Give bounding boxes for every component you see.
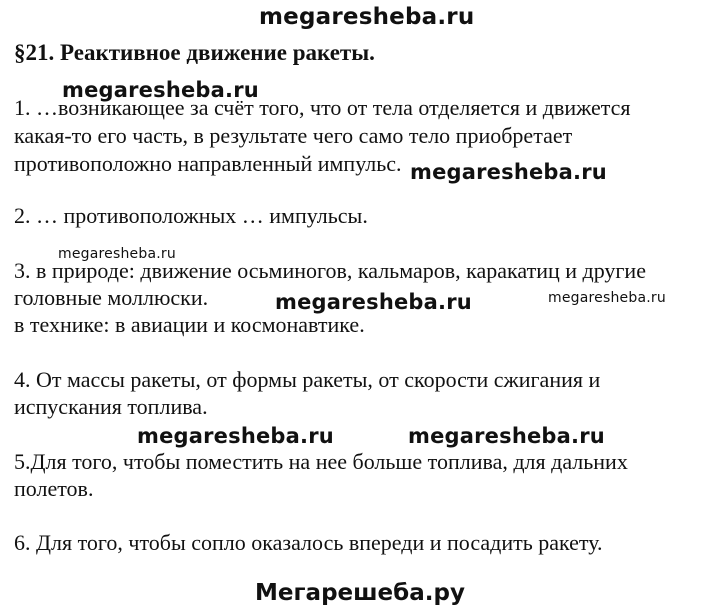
answer-1-line-3: противоположно направленный импульс. — [14, 151, 402, 176]
watermark-7: megaresheba.ru — [408, 424, 605, 448]
answer-3-line-2: головные моллюски. — [14, 285, 209, 310]
watermark-6: megaresheba.ru — [137, 424, 334, 448]
watermark-top: megaresheba.ru — [259, 4, 475, 30]
page-title: §21. Реактивное движение ракеты. — [14, 40, 375, 65]
answer-5-line-1: 5.Для того, чтобы поместить на нее больше топлива, для дальних — [14, 449, 628, 474]
answer-4-line-2: испускания топлива. — [14, 394, 208, 419]
watermark-3: megaresheba.ru — [58, 246, 176, 262]
answer-3-line-1: 3. в природе: движение осьминогов, кальмаров, каракатиц и другие — [14, 258, 646, 283]
answer-5-line-2: полетов. — [14, 476, 94, 501]
watermark-4: megaresheba.ru — [275, 290, 472, 314]
answer-3-line-3: в технике: в авиации и космонавтике. — [14, 312, 365, 337]
answer-1-line-1: 1. …возникающее за счёт того, что от тела отделяется и движется — [14, 95, 631, 120]
answer-2-line-1: 2. … противоположных … импульсы. — [14, 203, 368, 228]
answer-1-line-2: какая-то его часть, в результате чего само тело приобретает — [14, 123, 573, 148]
footer-brand: Мегарешеба.ру — [255, 580, 465, 606]
answer-4-line-1: 4. От массы ракеты, от формы ракеты, от скорости сжигания и — [14, 367, 601, 392]
watermark-5: megaresheba.ru — [548, 290, 666, 306]
answer-6-line-1: 6. Для того, чтобы сопло оказалось впереди и посадить ракету. — [14, 530, 603, 555]
watermark-2: megaresheba.ru — [410, 160, 607, 184]
watermark-1: megaresheba.ru — [62, 78, 259, 102]
